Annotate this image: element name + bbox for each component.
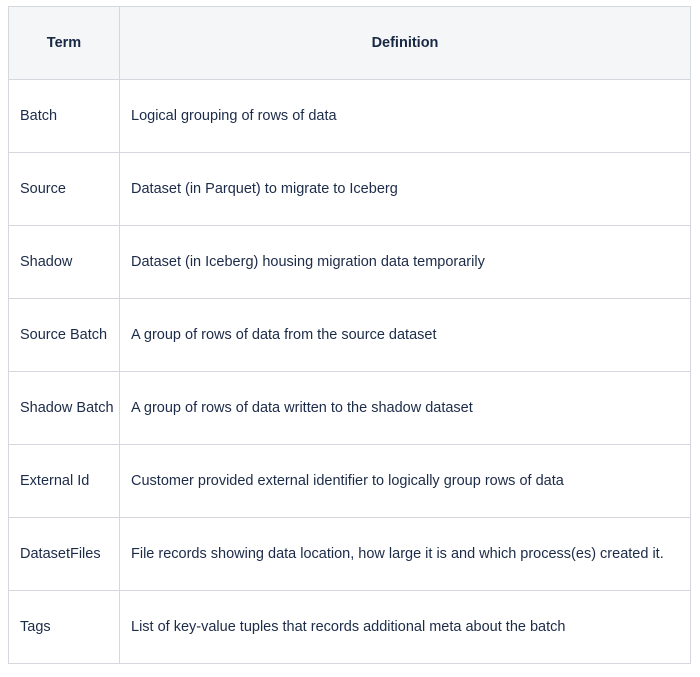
- table-row: [9, 226, 691, 299]
- definition-cell: Logical grouping of rows of data: [120, 80, 691, 153]
- term-cell: Shadow: [9, 226, 120, 299]
- table-row: [9, 299, 691, 372]
- definition-cell: Customer provided external identifier to logically group rows of data: [120, 445, 691, 518]
- definition-cell: Dataset (in Parquet) to migrate to Iceberg: [120, 153, 691, 226]
- table-body: [9, 80, 691, 664]
- table-row: [9, 153, 691, 226]
- definition-cell: A group of rows of data from the source dataset: [120, 299, 691, 372]
- term-cell: Batch: [9, 80, 120, 153]
- table-row: [9, 80, 691, 153]
- term-cell: Source: [9, 153, 120, 226]
- term-cell: External Id: [9, 445, 120, 518]
- term-cell: Source Batch: [9, 299, 120, 372]
- table-row: [9, 591, 691, 664]
- term-cell: Shadow Batch: [9, 372, 120, 445]
- term-cell: DatasetFiles: [9, 518, 120, 591]
- table-row: [9, 372, 691, 445]
- header-term: Term: [9, 7, 120, 80]
- table-row: [9, 518, 691, 591]
- table-row: [9, 445, 691, 518]
- term-cell: Tags: [9, 591, 120, 664]
- header-definition: Definition: [120, 7, 691, 80]
- definition-cell: File records showing data location, how large it is and which process(es) created it.: [120, 518, 691, 591]
- definition-cell: A group of rows of data written to the shadow dataset: [120, 372, 691, 445]
- definition-cell: List of key-value tuples that records additional meta about the batch: [120, 591, 691, 664]
- header-row: [9, 7, 691, 80]
- definition-cell: Dataset (in Iceberg) housing migration data temporarily: [120, 226, 691, 299]
- glossary-table: [8, 6, 691, 664]
- table-header: [9, 7, 691, 80]
